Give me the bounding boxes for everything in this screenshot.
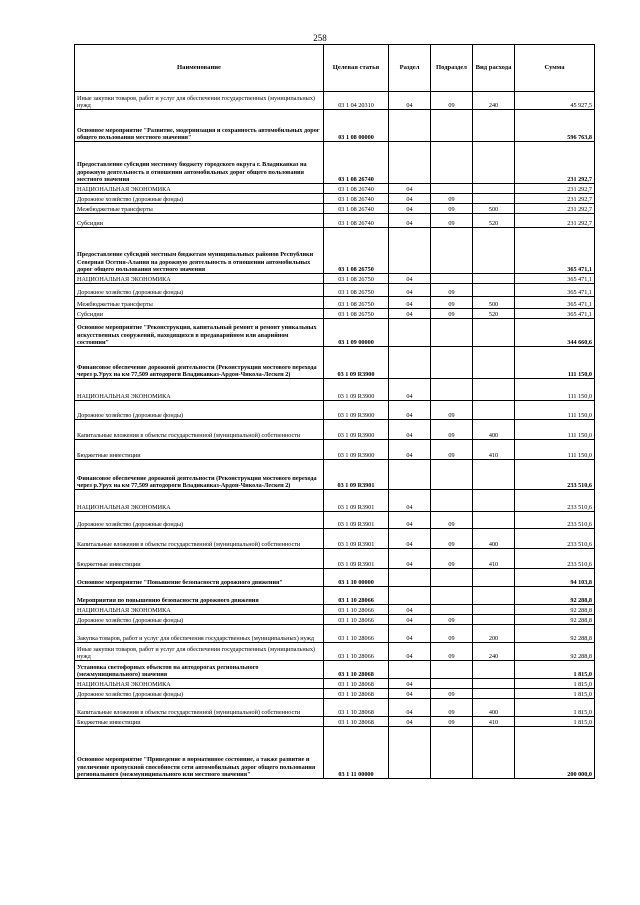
cell-kind	[473, 689, 515, 699]
cell-target: 03 1 08 26750	[324, 297, 389, 309]
cell-subsection: 09	[431, 284, 473, 297]
header-subsection: Подраздел	[431, 45, 473, 92]
table-row	[75, 228, 595, 274]
cell-target: 03 1 09 R3900	[324, 347, 389, 379]
table-row	[75, 420, 595, 440]
cell-sum: 231 292,7	[515, 142, 595, 184]
cell-sum: 231 292,7	[515, 194, 595, 204]
cell-name: Основное мероприятие "Развитие, модернизация и сохранность автомобильных дорог общего пользования местного значения"	[75, 110, 324, 142]
cell-sum: 92 288,8	[515, 643, 595, 661]
cell-target: 03 1 10 28068	[324, 679, 389, 689]
cell-kind	[473, 319, 515, 347]
cell-name: Бюджетные инвестиции	[75, 549, 324, 569]
cell-subsection	[431, 347, 473, 379]
cell-sum: 111 150,0	[515, 347, 595, 379]
cell-subsection	[431, 679, 473, 689]
cell-name: Мероприятия по повышению безопасности дорожного движения	[75, 587, 324, 605]
cell-sum: 365 471,1	[515, 284, 595, 297]
cell-sum: 92 288,8	[515, 615, 595, 625]
cell-kind	[473, 490, 515, 512]
cell-kind	[473, 274, 515, 284]
cell-kind	[473, 142, 515, 184]
cell-name: Межбюджетные трансферты	[75, 204, 324, 214]
header-sum: Сумма	[515, 45, 595, 92]
cell-name: Финансовое обеспечение дорожной деятельности (Реконструкция мостового перехода через р.Урух на км 77,509 автодороги Владикавказ-Ардон-Чикола-Лескен 2)	[75, 347, 324, 379]
cell-kind	[473, 401, 515, 420]
cell-section: 04	[389, 184, 431, 194]
table-row	[75, 142, 595, 184]
cell-sum: 365 471,1	[515, 309, 595, 319]
cell-kind	[473, 615, 515, 625]
cell-subsection	[431, 460, 473, 490]
cell-sum: 1 815,0	[515, 679, 595, 689]
cell-subsection	[431, 569, 473, 587]
cell-section: 04	[389, 699, 431, 717]
cell-section	[389, 587, 431, 605]
cell-sum: 1 815,0	[515, 699, 595, 717]
cell-name: НАЦИОНАЛЬНАЯ ЭКОНОМИКА	[75, 679, 324, 689]
cell-kind: 400	[473, 420, 515, 440]
cell-name: Установка светофорных объектов на автодорогах регионального (межмуниципального) значения	[75, 661, 324, 679]
cell-name: Предоставление субсидий местным бюджетам муниципальных районов Республики Северная Осетия-Алания на дорожную деятельность в отношении автомобильных дорог общего пользования местного значения	[75, 228, 324, 274]
cell-subsection: 09	[431, 615, 473, 625]
cell-subsection: 09	[431, 717, 473, 727]
cell-subsection: 09	[431, 214, 473, 228]
cell-subsection	[431, 319, 473, 347]
cell-sum: 344 660,6	[515, 319, 595, 347]
cell-section	[389, 142, 431, 184]
cell-section: 04	[389, 297, 431, 309]
cell-subsection: 09	[431, 204, 473, 214]
table-row	[75, 204, 595, 214]
cell-kind: 520	[473, 214, 515, 228]
cell-target: 03 1 09 R3901	[324, 460, 389, 490]
cell-subsection	[431, 727, 473, 779]
cell-name: Дорожное хозяйство (дорожные фонды)	[75, 615, 324, 625]
table-row	[75, 297, 595, 309]
cell-section: 04	[389, 689, 431, 699]
cell-kind	[473, 587, 515, 605]
cell-sum: 233 510,6	[515, 460, 595, 490]
cell-name: Дорожное хозяйство (дорожные фонды)	[75, 284, 324, 297]
cell-kind: 400	[473, 699, 515, 717]
cell-section: 04	[389, 440, 431, 460]
cell-sum: 365 471,1	[515, 228, 595, 274]
cell-target: 03 1 10 28066	[324, 643, 389, 661]
cell-target: 03 1 09 R3901	[324, 490, 389, 512]
cell-name: НАЦИОНАЛЬНАЯ ЭКОНОМИКА	[75, 490, 324, 512]
cell-target: 03 1 10 28068	[324, 661, 389, 679]
table-row	[75, 460, 595, 490]
cell-kind	[473, 460, 515, 490]
cell-name: НАЦИОНАЛЬНАЯ ЭКОНОМИКА	[75, 379, 324, 401]
cell-section: 04	[389, 529, 431, 549]
cell-name: Основное мероприятие "Приведение в нормативное состояние, а также развитие и увеличение пропускной способности сети автомобильных дорог общего пользования регионального (межмуниципального или местного значения"	[75, 727, 324, 779]
cell-name: Основное мероприятие "Реконструкция, капитальный ремонт и ремонт уникальных искусственных сооружений, находящихся в предаварийном или аварийном состоянии"	[75, 319, 324, 347]
cell-target: 03 1 08 26740	[324, 194, 389, 204]
cell-kind	[473, 110, 515, 142]
cell-target: 03 1 08 26740	[324, 184, 389, 194]
table-body	[75, 92, 595, 779]
cell-sum: 365 471,1	[515, 274, 595, 284]
cell-target: 03 1 08 26740	[324, 142, 389, 184]
cell-subsection: 09	[431, 689, 473, 699]
cell-name: Капитальные вложения в объекты государственной (муниципальной) собственности	[75, 699, 324, 717]
cell-kind	[473, 284, 515, 297]
cell-sum: 92 288,8	[515, 587, 595, 605]
cell-target: 03 1 08 26740	[324, 204, 389, 214]
cell-section	[389, 661, 431, 679]
cell-sum: 111 150,0	[515, 379, 595, 401]
cell-subsection	[431, 142, 473, 184]
cell-subsection: 09	[431, 420, 473, 440]
cell-section: 04	[389, 194, 431, 204]
cell-subsection: 09	[431, 529, 473, 549]
cell-subsection	[431, 605, 473, 615]
cell-sum: 231 292,7	[515, 204, 595, 214]
cell-section: 04	[389, 679, 431, 689]
table-row	[75, 727, 595, 779]
table-row	[75, 625, 595, 643]
table-row	[75, 92, 595, 110]
cell-subsection	[431, 587, 473, 605]
table-row	[75, 284, 595, 297]
cell-subsection: 09	[431, 297, 473, 309]
cell-name: Дорожное хозяйство (дорожные фонды)	[75, 401, 324, 420]
page-number: 258	[313, 33, 327, 43]
cell-target: 03 1 08 26740	[324, 214, 389, 228]
cell-section: 04	[389, 512, 431, 529]
cell-sum: 92 288,8	[515, 605, 595, 615]
table-row	[75, 569, 595, 587]
cell-section: 04	[389, 549, 431, 569]
cell-sum: 233 510,6	[515, 529, 595, 549]
cell-section	[389, 347, 431, 379]
cell-section	[389, 319, 431, 347]
cell-name: Субсидии	[75, 214, 324, 228]
cell-kind: 410	[473, 717, 515, 727]
cell-section: 04	[389, 490, 431, 512]
cell-name: Иные закупки товаров, работ и услуг для обеспечения государственных (муниципальных) нужд	[75, 92, 324, 110]
cell-target: 03 1 08 26750	[324, 274, 389, 284]
cell-name: НАЦИОНАЛЬНАЯ ЭКОНОМИКА	[75, 605, 324, 615]
cell-name: Иные закупки товаров, работ и услуг для обеспечения государственных (муниципальных) нужд	[75, 643, 324, 661]
cell-sum: 45 927,5	[515, 92, 595, 110]
cell-target: 03 1 08 00000	[324, 110, 389, 142]
cell-target: 03 1 09 R3900	[324, 401, 389, 420]
table-row	[75, 184, 595, 194]
cell-kind	[473, 194, 515, 204]
cell-subsection: 09	[431, 625, 473, 643]
table-row	[75, 440, 595, 460]
cell-section: 04	[389, 214, 431, 228]
cell-kind: 400	[473, 529, 515, 549]
cell-target: 03 1 10 28066	[324, 605, 389, 615]
cell-subsection: 09	[431, 194, 473, 204]
cell-target: 03 1 10 00000	[324, 569, 389, 587]
cell-target: 03 1 11 00000	[324, 727, 389, 779]
cell-kind: 410	[473, 549, 515, 569]
cell-kind: 240	[473, 92, 515, 110]
cell-subsection: 09	[431, 512, 473, 529]
cell-section: 04	[389, 284, 431, 297]
table-row	[75, 615, 595, 625]
cell-subsection: 09	[431, 401, 473, 420]
cell-sum: 231 292,7	[515, 184, 595, 194]
cell-kind	[473, 347, 515, 379]
cell-name: Капитальные вложения в объекты государственной (муниципальной) собственности	[75, 529, 324, 549]
cell-kind: 410	[473, 440, 515, 460]
cell-target: 03 1 10 28068	[324, 699, 389, 717]
cell-sum: 111 150,0	[515, 440, 595, 460]
cell-subsection	[431, 490, 473, 512]
cell-kind	[473, 661, 515, 679]
header-kind: Вид расхода	[473, 45, 515, 92]
cell-target: 03 1 08 26750	[324, 228, 389, 274]
cell-section: 04	[389, 605, 431, 615]
cell-name: Межбюджетные трансферты	[75, 297, 324, 309]
cell-kind	[473, 379, 515, 401]
table-row	[75, 717, 595, 727]
cell-section: 04	[389, 717, 431, 727]
cell-kind: 200	[473, 625, 515, 643]
cell-section: 04	[389, 615, 431, 625]
table-row	[75, 529, 595, 549]
cell-section: 04	[389, 625, 431, 643]
cell-sum: 111 150,0	[515, 420, 595, 440]
table-row	[75, 309, 595, 319]
cell-sum: 596 763,8	[515, 110, 595, 142]
cell-subsection	[431, 184, 473, 194]
cell-name: Субсидии	[75, 309, 324, 319]
cell-section: 04	[389, 379, 431, 401]
table-row	[75, 214, 595, 228]
cell-name: Дорожное хозяйство (дорожные фонды)	[75, 194, 324, 204]
cell-name: Дорожное хозяйство (дорожные фонды)	[75, 689, 324, 699]
cell-kind	[473, 569, 515, 587]
cell-kind: 520	[473, 309, 515, 319]
cell-section: 04	[389, 420, 431, 440]
cell-subsection	[431, 228, 473, 274]
cell-kind	[473, 228, 515, 274]
cell-sum: 1 815,0	[515, 717, 595, 727]
cell-subsection: 09	[431, 643, 473, 661]
cell-section	[389, 460, 431, 490]
cell-subsection: 09	[431, 309, 473, 319]
cell-sum: 233 510,6	[515, 549, 595, 569]
cell-sum: 1 815,0	[515, 689, 595, 699]
cell-name: Бюджетные инвестиции	[75, 717, 324, 727]
cell-target: 03 1 10 28068	[324, 717, 389, 727]
cell-sum: 1 815,0	[515, 661, 595, 679]
header-name: Наименование	[75, 45, 324, 92]
cell-target: 03 1 04 20310	[324, 92, 389, 110]
cell-name: Предоставление субсидии местному бюджету городского округа г. Владикавказ на дорожную деятельность в отношении автомобильных дорог общего пользования местного значения	[75, 142, 324, 184]
cell-target: 03 1 10 28068	[324, 689, 389, 699]
cell-name: Основное мероприятие "Повышение безопасности дорожного движения"	[75, 569, 324, 587]
cell-subsection: 09	[431, 549, 473, 569]
cell-sum: 231 292,7	[515, 214, 595, 228]
cell-target: 03 1 09 R3901	[324, 549, 389, 569]
cell-name: Бюджетные инвестиции	[75, 440, 324, 460]
cell-sum: 233 510,6	[515, 512, 595, 529]
cell-kind	[473, 679, 515, 689]
table-row	[75, 274, 595, 284]
table-row	[75, 679, 595, 689]
cell-section: 04	[389, 204, 431, 214]
cell-subsection: 09	[431, 92, 473, 110]
cell-target: 03 1 09 R3900	[324, 379, 389, 401]
cell-target: 03 1 09 R3901	[324, 529, 389, 549]
cell-subsection	[431, 274, 473, 284]
cell-subsection: 09	[431, 440, 473, 460]
cell-target: 03 1 08 26750	[324, 309, 389, 319]
cell-kind	[473, 512, 515, 529]
table-row	[75, 699, 595, 717]
table-row	[75, 379, 595, 401]
cell-section	[389, 228, 431, 274]
cell-target: 03 1 09 00000	[324, 319, 389, 347]
cell-subsection	[431, 379, 473, 401]
table-row	[75, 587, 595, 605]
table-row	[75, 643, 595, 661]
cell-section	[389, 110, 431, 142]
cell-target: 03 1 10 28066	[324, 615, 389, 625]
cell-target: 03 1 10 28066	[324, 587, 389, 605]
cell-sum: 233 510,6	[515, 490, 595, 512]
cell-subsection	[431, 110, 473, 142]
cell-name: Капитальные вложения в объекты государственной (муниципальной) собственности	[75, 420, 324, 440]
cell-sum: 94 103,8	[515, 569, 595, 587]
table-row	[75, 661, 595, 679]
cell-sum: 92 288,8	[515, 625, 595, 643]
cell-section	[389, 727, 431, 779]
cell-section	[389, 569, 431, 587]
table-row	[75, 689, 595, 699]
table-row	[75, 490, 595, 512]
cell-target: 03 1 09 R3900	[324, 420, 389, 440]
cell-name: НАЦИОНАЛЬНАЯ ЭКОНОМИКА	[75, 184, 324, 194]
budget-table	[74, 44, 595, 779]
table-row	[75, 347, 595, 379]
cell-name: НАЦИОНАЛЬНАЯ ЭКОНОМИКА	[75, 274, 324, 284]
table-row	[75, 512, 595, 529]
table-header-row	[75, 45, 595, 92]
cell-section: 04	[389, 274, 431, 284]
cell-subsection: 09	[431, 699, 473, 717]
cell-kind: 240	[473, 643, 515, 661]
cell-sum: 111 150,0	[515, 401, 595, 420]
cell-kind: 500	[473, 297, 515, 309]
cell-target: 03 1 09 R3901	[324, 512, 389, 529]
cell-target: 03 1 08 26750	[324, 284, 389, 297]
cell-kind	[473, 184, 515, 194]
cell-section: 04	[389, 643, 431, 661]
table-row	[75, 549, 595, 569]
cell-kind: 500	[473, 204, 515, 214]
cell-target: 03 1 09 R3900	[324, 440, 389, 460]
cell-section: 04	[389, 401, 431, 420]
cell-subsection	[431, 661, 473, 679]
cell-sum: 200 000,0	[515, 727, 595, 779]
cell-kind	[473, 727, 515, 779]
cell-name: Финансовое обеспечение дорожной деятельности (Реконструкция мостового перехода через р.Урух на км 77,509 автодороги Владикавказ-Ардон-Чикола-Лескен 2)	[75, 460, 324, 490]
table-row	[75, 319, 595, 347]
table-row	[75, 194, 595, 204]
header-section: Раздел	[389, 45, 431, 92]
cell-target: 03 1 10 28066	[324, 625, 389, 643]
cell-sum: 365 471,1	[515, 297, 595, 309]
table-row	[75, 110, 595, 142]
cell-section: 04	[389, 92, 431, 110]
table-row	[75, 605, 595, 615]
cell-kind	[473, 605, 515, 615]
cell-name: Закупка товаров, работ и услуг для обеспечения государственных (муниципальных) нужд	[75, 625, 324, 643]
table-row	[75, 401, 595, 420]
header-target: Целевая статья	[324, 45, 389, 92]
cell-name: Дорожное хозяйство (дорожные фонды)	[75, 512, 324, 529]
cell-section: 04	[389, 309, 431, 319]
